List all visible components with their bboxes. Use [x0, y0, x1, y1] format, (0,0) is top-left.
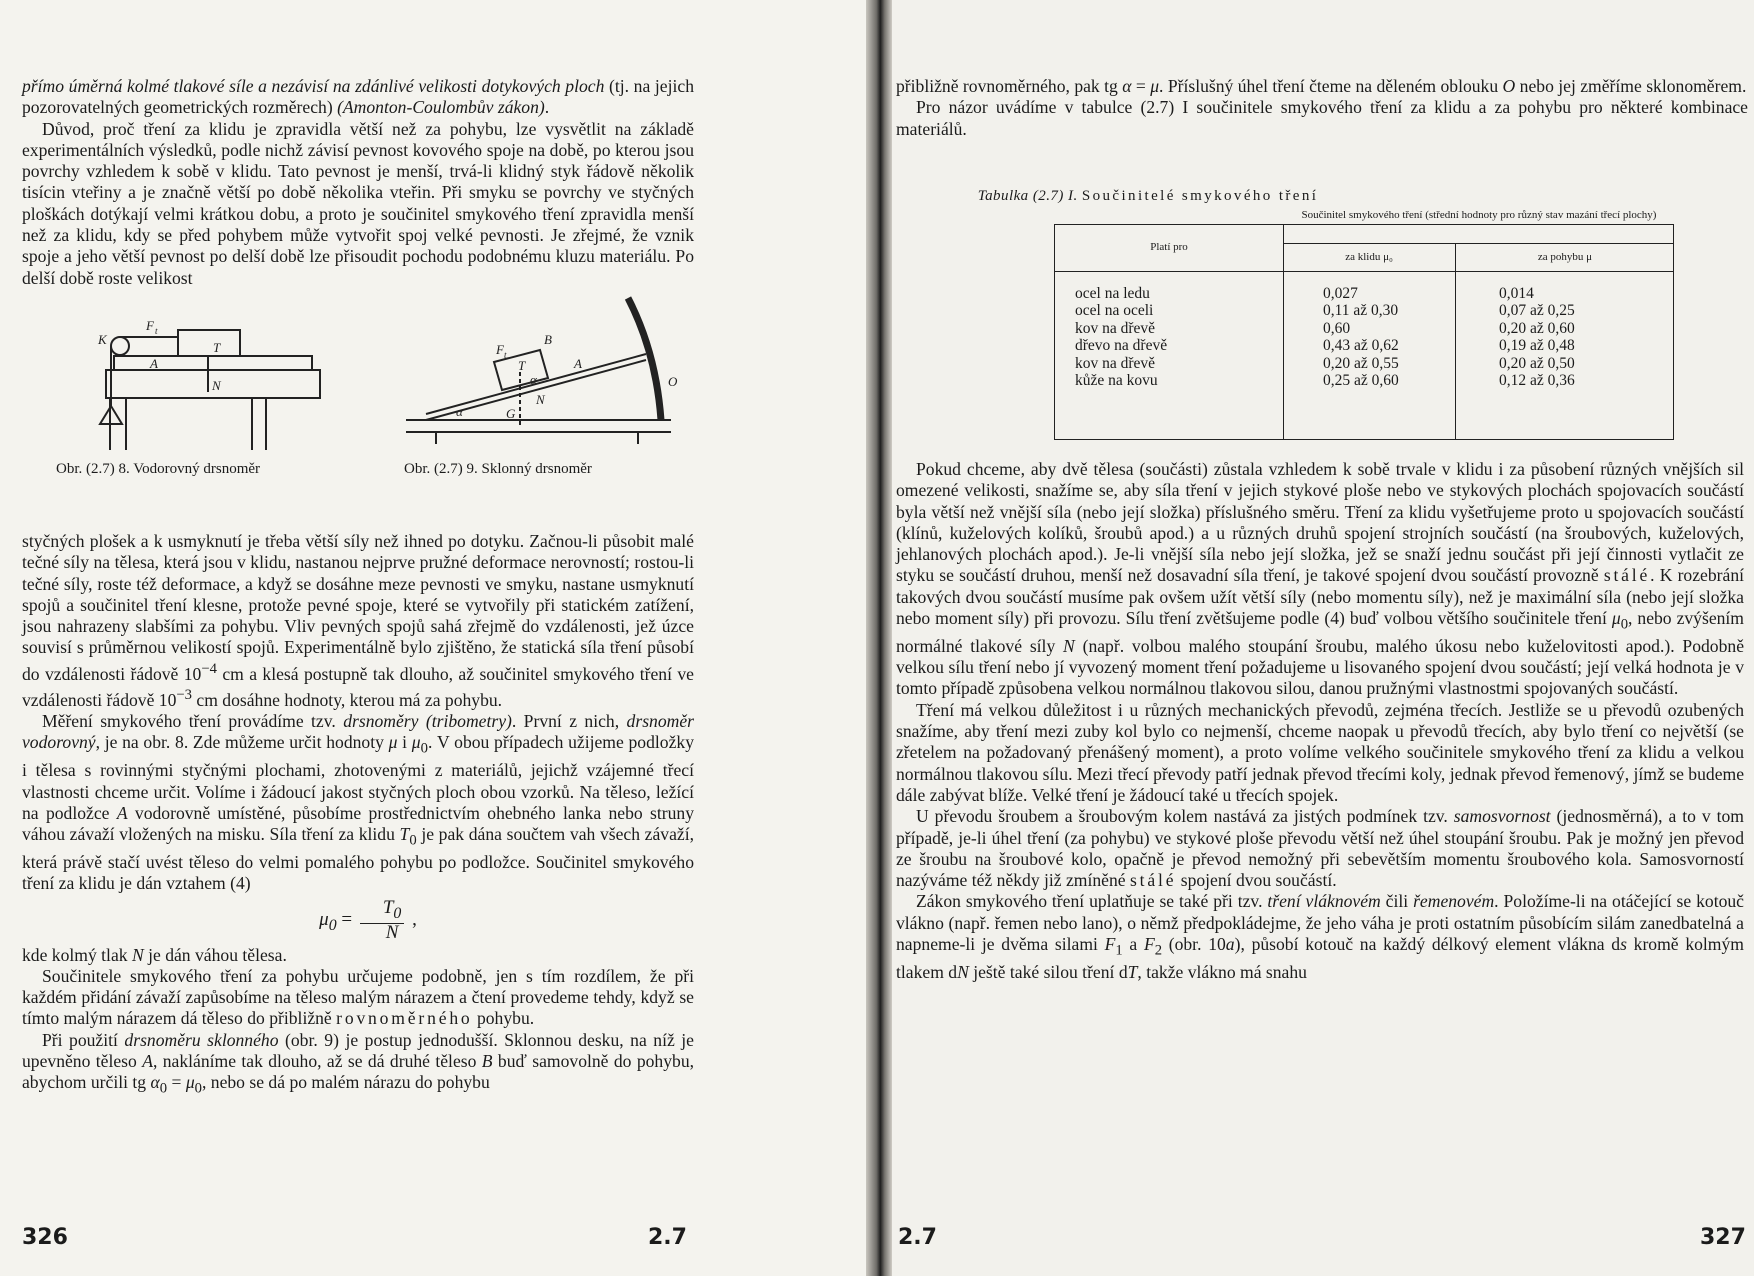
fig9-label-a: A	[574, 356, 582, 371]
inclined-tribometer-figure	[406, 292, 696, 462]
right-body-text	[896, 459, 1744, 983]
paragraph: Pokud chceme, aby dvě tělesa (součásti) zůstala vzhledem k sobě trvale v klidu i za působení různých vnějších sil omezené velikosti, snažíme se, aby síla tření v jejich stykové ploše nebo ve stykových plochách spojovacích součástí byla větší než vnější síla (nebo její složka) příslušného směru. Tření za klidu vyšetřujeme proto u spojovacích součástí (klínů, kuželových kolíků, šroubů apod.) a u různých druhů spojení strojních součástí (na šroubových, kuželových, jehlanových plochách apod.). Je-li vnější síla nebo její složka, jež se snaží jednu součást při její činnosti vytlačit ze styku se součástí druhou, menší než dosavadní síla tření, je takové spojení dvou součástí provozně stálé. K rozebrání takových dvou součástí musíme pak ovšem užít větší síly (nebo momentu síly), než je maximální síla (nebo její složka nebo moment síly) při provozu. Sílu tření zvětšujeme podle (4) buď volbou většího součinitele tření $\mu_0$, nebo zvýšením normálné tlakové síly N (např. volbou malého stoupání šroubu, malého úkosu nebo kuželovitosti apod.). Podobně velkou sílu tření nebo jí vyvozený moment tření požadujeme u lisovaného spojení dvou součástí; její velká hodnota je v tomto případě způsobena velkou normálnou tlakovou silou, danou pružnými vlastnostmi spojovaných součástí.	[896, 459, 1745, 699]
formula-mu: μ	[319, 908, 329, 930]
fig8-label-5: A	[150, 356, 158, 371]
book-gutter	[866, 0, 892, 1276]
paragraph: Při použití drsnoměru sklonného (obr. 9) je postup jednodušší. Sklonnou desku, na níž je upevněno těleso A, nakláníme tak dlouho, až se dá druhé těleso B buď samovolně do pohybu, abychom určili tg $\alpha_0 = \mu_0$, nebo se dá po malém nárazu do pohybu	[22, 1029, 695, 1097]
left-bottom-text	[22, 531, 694, 1100]
right-section-marker: 2.7	[898, 1225, 937, 1250]
fig9-label-t-sub: t	[504, 350, 507, 360]
paragraph: Měření smykového tření provádíme tzv. drsnoměry (tribometry). První z nich, drsnoměr vodorovný, je na obr. 8. Zde můžeme určit hodnoty μ i $\mu_0$. V obou případech užijeme podložky i tělesa s rovinnými styčnými plochami, zhotovenými z materiálů, jejichž vzájemné třecí vlastnosti chceme určit. Volíme i žádoucí jakost styčných ploch obou vzorků. Na těleso, ležící na podložce A vodorovně umístěné, působíme prostřednictvím ohebného lanka nebo struny váhou závaží vložených na misku. Síla tření za klidu $T_0$ je pak dána součtem vah všech závaží, která právě stačí uvést těleso do velmi pomalého pohybu po podložce. Součinitel smykového tření za klidu je dán vztahem (4)	[22, 711, 695, 894]
table-static-values-column: 0,027 0,11 až 0,30 0,60 0,43 až 0,62 0,20 až 0,55 0,25 až 0,60	[1323, 285, 1399, 390]
paragraph: Pro názor uvádíme v tabulce (2.7) I součinitele smykového tření za klidu a za pohybu pro některé kombinace materiálů.	[896, 97, 1748, 139]
paragraph: Tření má velkou důležitost i u různých mechanických převodů, zejména třecích. Jestliže se u převodů ozubených snažíme, aby tření mezi zuby kol bylo co nejmenší, chceme naopak u převodů třecích, aby bylo tření co největší (se zřetelem na požadovaný přenášený moment), a proto volíme velkého součinitele smykového tření za klidu a velkou normálnou tlakovou sílu. Mezi třecí převody patří jednak převod třecími koly, jednak převod řemenový, jímž se budeme dále zabývat blíže. Velké tření je žádoucí také u třecích spojek.	[896, 699, 1744, 805]
formula-mu-sub: 0	[328, 916, 337, 934]
paragraph: styčných plošek a k usmyknutí je třeba větší síly než ihned po dotyku. Začnou-li působit malé tečné síly na tělesa, která jsou v klidu, nastanou nejprve pružné deformace nerovností; rostou-li tečné síly, roste též deformace, a když se dosáhne meze pevnosti ve smyku, nastane usmyknutí spojů a součinitel tření klesne, protože pevné spoje, které se vytvořily při statickém zatížení, jsou nahrazeny slabšími za pohybu. Vliv pevných spojů sahá zřejmě do vzdálenosti, jež úzce souvisí s průměrnou velikostí spojů. Experimentálně bylo zjištěno, že statická síla tření působí do vzdálenosti řádově $10^{-4}$ cm a klesá postupně tak dlouho, až součinitel smykového tření ve vzdálenosti řádově $10^{-3}$ cm dosáhne hodnoty, kterou má za pohybu.	[22, 531, 694, 710]
left-section-marker: 2.7	[648, 1225, 687, 1250]
fig9-label-b: B	[544, 332, 552, 347]
formula-numerator: T	[382, 896, 394, 918]
left-page-number: 326	[22, 1225, 68, 1250]
fig9-label-n: N	[536, 392, 545, 407]
right-top-text	[896, 76, 1748, 140]
fig9-label-f: F	[496, 342, 504, 357]
formula-denominator: N	[385, 921, 399, 943]
formula-fraction	[360, 896, 405, 943]
table-header-group: Součinitel smykového tření (střední hodnoty pro různý stav mazání třecí plochy)	[1301, 209, 1657, 221]
formula-comma: ,	[412, 908, 417, 930]
fig9-label-g: G	[506, 406, 516, 421]
paragraph: Důvod, proč tření za klidu je zpravidla větší než za pohybu, lze vysvětlit na základě experimentálních výsledků, podle nichž závisí pevnost kovového spoje na době, po kterou jsou povrchy vzhledem k sobě v klidu. Tato pevnost je menší, trvá-li klidný styk řádově několik tisícin vteřiny a je značně větší po době několika vteřin. Při smyku se povrchy ve styčných ploškách dotýkají velmi krátkou dobu, a proto je součinitel smykového tření zpravidla menší než za klidu, kdy se před pohybem může vytvořit spoj velké pevnosti. Je zřejmé, že vznik spoje a jeho větší pevnost po delší době lze přisoudit pochodu podobnému kluzu materiálu. Po delší době roste velikost	[22, 118, 694, 288]
figure-9-caption: Obr. (2.7) 9. Sklonný drsnoměr	[404, 461, 592, 477]
figure-8-caption: Obr. (2.7) 8. Vodorovný drsnoměr	[56, 461, 261, 477]
paragraph: přibližně rovnoměrného, pak tg α = μ. Příslušný úhel tření čteme na děleném oblouku O nebo jej změříme sklonoměrem.	[896, 76, 1747, 96]
table-title: Tabulka (2.7) I. Součinitelé smykového tření	[977, 188, 1319, 204]
horizontal-tribometer-figure	[80, 310, 340, 450]
table-header-kinetic: za pohybu μ	[1537, 251, 1593, 263]
fig8-label-3: t	[155, 326, 158, 336]
friction-coefficient-formula	[22, 895, 694, 945]
fig9-label-alpha-base: α	[456, 404, 463, 419]
table-materials-column: ocel na ledu ocel na oceli kov na dřevě dřevo na dřevě kov na dřevě kůže na kovu	[1075, 285, 1168, 390]
paragraph: Zákon smykového tření uplatňuje se také při tzv. tření vláknovém čili řemenovém. Položíme-li na otáčející se kotouč vlákno (např. řemen nebo lano), o němž předpokládejme, že jeho váha je proti ostatním působícím silám zanedbatelná a napneme-li je dvěma silami $F_1$ a $F_2$ (obr. 10a), působí kotouč na každý délkový element vlákna ds kromě kolmým tlakem dN ještě také silou tření dT, takže vlákno má snahu	[896, 891, 1744, 982]
paragraph: U převodu šroubem a šroubovým kolem nastává za jistých podmínek tzv. samosvornost (jednosměrná), a to v tom případě, je-li úhel tření (za pohybu) ve stykové ploše převodu větší než úhel stoupání šroubu. Pak je možný jen převod ze šroubu na šroubové kolo, opačně je převod nemožný při sebevětším momentu šroubového kola. Samosvorností nazýváme též někdy již zmíněné stálé spojení dvou součástí.	[896, 806, 1744, 891]
table-header-static: za klidu μ₀	[1345, 251, 1393, 263]
formula-numerator-sub: 0	[393, 904, 402, 922]
left-page	[0, 0, 866, 1276]
friction-coefficients-table	[1054, 209, 1674, 440]
paragraph: přímo úměrná kolmé tlakové síle a nezávisí na zdánlivé velikosti dotykových ploch (tj. na jejich pozorovatelných geometrických rozměrech) (Amonton-Coulombův zákon).	[22, 76, 694, 118]
fig9-label-o: O	[668, 374, 678, 389]
fig8-label-4: T	[213, 340, 221, 355]
table-kinetic-values-column: 0,014 0,07 až 0,25 0,20 až 0,60 0,19 až 0,48 0,20 až 0,50 0,12 až 0,36	[1499, 285, 1575, 390]
paragraph: Součinitele smykového tření za pohybu určujeme podobně, jen s tím rozdílem, že při každém přidání závaží zapůsobíme na těleso malým nárazem a čtení provedeme tehdy, když se tímto malým nárazem dá těleso do přibližně rovnoměrného pohybu.	[22, 965, 694, 1029]
fig8-label-2: F	[146, 318, 154, 333]
figure-area	[20, 292, 840, 512]
formula-equals: =	[341, 908, 353, 930]
fig9-label-t: T	[518, 358, 526, 373]
fig9-label-alpha: α	[530, 372, 537, 387]
paragraph: kde kolmý tlak N je dán váhou tělesa.	[22, 944, 287, 965]
right-page-number: 327	[1700, 1225, 1746, 1250]
table-header-applies-to: Platí pro	[1150, 241, 1188, 253]
fig8-label-6: N	[212, 378, 221, 393]
left-top-text	[22, 76, 694, 289]
fig8-label-1: K	[98, 332, 107, 347]
